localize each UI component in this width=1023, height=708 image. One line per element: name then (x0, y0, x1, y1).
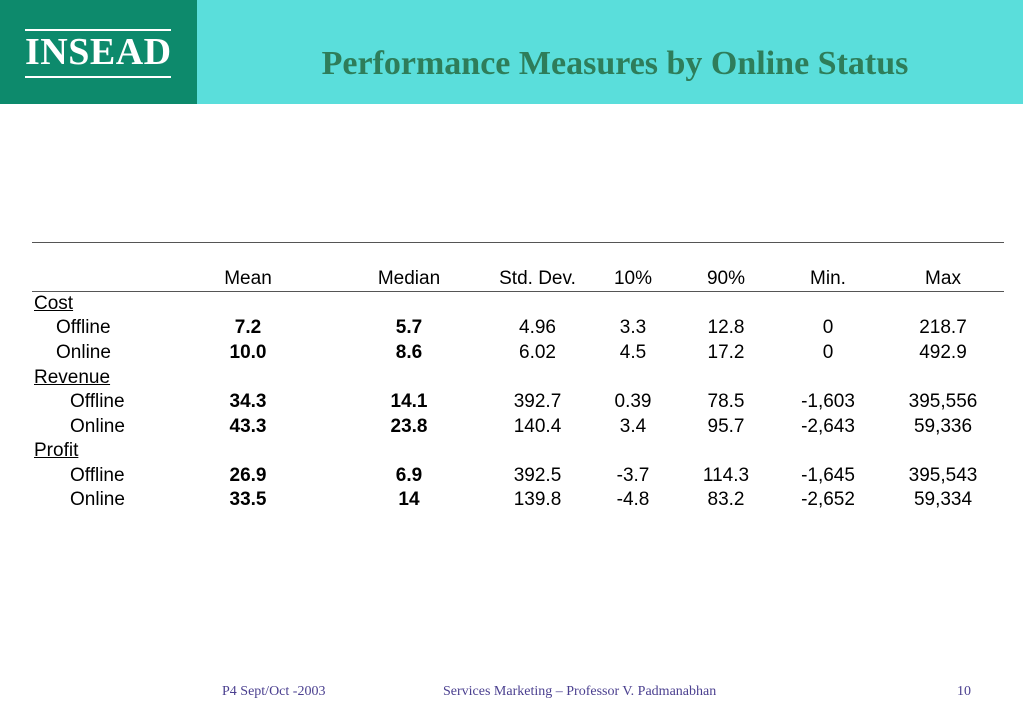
insead-logo (0, 0, 197, 104)
column-header-mean: Mean (224, 268, 272, 289)
cell-mean: 43.3 (229, 416, 267, 437)
cell-std-dev: 6.02 (519, 342, 556, 363)
logo-text: INSEAD (25, 31, 172, 73)
column-header-std-dev: Std. Dev. (499, 268, 576, 289)
column-header-max: Max (925, 268, 961, 289)
section-label-cost: Cost (34, 293, 74, 314)
cell-median: 14 (398, 489, 420, 510)
cell-std-dev: 392.7 (513, 391, 562, 412)
footer-course: Services Marketing – Professor V. Padmanabhan (443, 684, 717, 699)
cell-10pct: 3.4 (619, 416, 647, 437)
column-header-min: Min. (810, 268, 846, 289)
cell-90pct: 78.5 (707, 391, 745, 412)
logo-bottom-rule (25, 76, 171, 78)
cell-min: -1,603 (801, 391, 855, 412)
cell-10pct: -3.7 (616, 465, 650, 486)
page-number: 10 (957, 684, 971, 699)
cell-median: 8.6 (395, 342, 423, 363)
cell-10pct: -4.8 (616, 489, 650, 510)
cell-mean: 26.9 (229, 465, 267, 486)
cell-median: 5.7 (395, 317, 423, 338)
footer-date: P4 Sept/Oct -2003 (222, 684, 326, 699)
cell-min: -2,643 (801, 416, 855, 437)
cell-max: 218.7 (919, 317, 967, 338)
cell-std-dev: 4.96 (519, 317, 556, 338)
row-label: Offline (70, 465, 125, 486)
cell-min: -1,645 (801, 465, 855, 486)
cell-mean: 7.2 (234, 317, 262, 338)
row-label: Offline (56, 317, 111, 338)
cell-90pct: 12.8 (707, 317, 745, 338)
row-label: Offline (70, 391, 125, 412)
cell-10pct: 0.39 (614, 391, 652, 412)
section-label-revenue: Revenue (34, 367, 111, 388)
slide-title: Performance Measures by Online Status (321, 45, 909, 82)
cell-std-dev: 392.5 (513, 465, 562, 486)
column-header-median: Median (377, 268, 441, 289)
cell-90pct: 83.2 (707, 489, 745, 510)
cell-mean: 10.0 (229, 342, 267, 363)
cell-min: 0 (822, 342, 834, 363)
row-label: Online (70, 416, 125, 437)
cell-10pct: 4.5 (619, 342, 647, 363)
cell-mean: 33.5 (229, 489, 267, 510)
cell-median: 14.1 (390, 391, 428, 412)
table-top-rule (32, 242, 1004, 243)
table-header-rule (32, 291, 1004, 292)
cell-90pct: 114.3 (702, 465, 750, 486)
column-header-10pct: 10% (613, 268, 653, 289)
cell-median: 23.8 (390, 416, 428, 437)
cell-10pct: 3.3 (619, 317, 647, 338)
cell-max: 59,334 (913, 489, 973, 510)
cell-median: 6.9 (395, 465, 423, 486)
cell-min: -2,652 (801, 489, 855, 510)
cell-max: 395,543 (908, 465, 978, 486)
cell-max: 395,556 (908, 391, 978, 412)
cell-std-dev: 140.4 (513, 416, 562, 437)
cell-min: 0 (822, 317, 834, 338)
cell-90pct: 95.7 (707, 416, 745, 437)
cell-max: 492.9 (919, 342, 967, 363)
cell-std-dev: 139.8 (513, 489, 562, 510)
section-label-profit: Profit (34, 440, 79, 461)
cell-max: 59,336 (913, 416, 973, 437)
row-label: Online (70, 489, 125, 510)
cell-mean: 34.3 (229, 391, 267, 412)
column-header-90pct: 90% (706, 268, 746, 289)
cell-90pct: 17.2 (707, 342, 745, 363)
row-label: Online (56, 342, 111, 363)
